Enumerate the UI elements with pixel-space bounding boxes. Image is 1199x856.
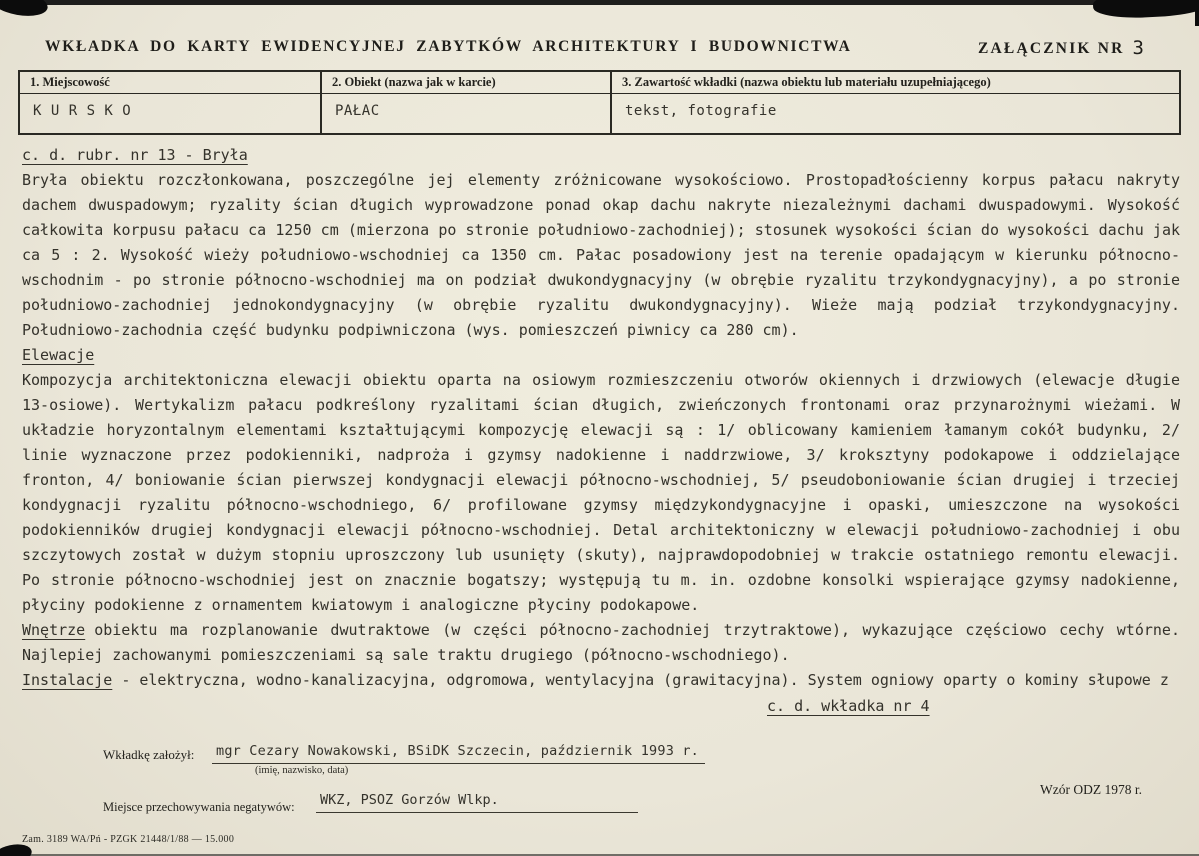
- section-bryla-headline: [22, 143, 1180, 168]
- section-wnetrze-heading: Wnętrze: [22, 621, 86, 639]
- info-cell-zawartosc: [612, 72, 1179, 133]
- info-table: [18, 70, 1181, 135]
- section-elewacje-heading: Elewacje: [22, 346, 95, 364]
- document-title: WKŁADKA DO KARTY EWIDENCYJNEJ ZABYTKÓW ARCHITEKTURY I BUDOWNICTWA: [45, 38, 852, 55]
- info-value-zawartosc: tekst, fotografie: [625, 103, 777, 119]
- section-bryla: [22, 143, 1180, 343]
- info-label-obiekt: 2. Obiekt (nazwa jak w karcie): [322, 72, 610, 94]
- continuation-note: [22, 694, 1180, 719]
- form-code: Wzór ODZ 1978 r.: [1040, 782, 1142, 797]
- info-label-miejscowosc: 1. Miejscowość: [20, 72, 320, 94]
- scan-artifact-right-edge: [1195, 0, 1199, 26]
- attachment-prefix: ZAŁĄCZNIK NR: [978, 40, 1125, 57]
- scan-artifact-top-right: [1092, 0, 1199, 20]
- negatives-value: WKZ, PSOZ Gorzów Wlkp.: [316, 792, 638, 813]
- scan-artifact-top-left: [0, 0, 50, 20]
- scan-artifact-top-edge: [0, 0, 1199, 5]
- attachment-label: [978, 36, 1146, 58]
- section-instalacje-text: - elektryczna, wodno-kanalizacyjna, odgromowa, wentylacyjna (grawitacyjna). System ogniowy oparty o kominy słupowe z: [121, 671, 1169, 689]
- negatives-label: Miejsce przechowywania negatywów:: [103, 800, 295, 814]
- section-wnetrze: [22, 618, 1180, 668]
- document-body: [22, 143, 1180, 719]
- section-instalacje-heading: Instalacje: [22, 671, 113, 689]
- attachment-number: 3: [1132, 37, 1147, 59]
- section-elewacje-headline: [22, 343, 1180, 368]
- info-value-miejscowosc: K U R S K O: [33, 103, 132, 119]
- section-elewacje: [22, 343, 1180, 618]
- founder-value: mgr Cezary Nowakowski, BSiDK Szczecin, październik 1993 r.: [212, 743, 705, 764]
- founder-label: Wkładkę założył:: [103, 747, 195, 762]
- section-elewacje-text: Kompozycja architektoniczna elewacji obiektu oparta na osiowym rozmieszczeniu otworów okiennych i drzwiowych (elewacje długie 13-osiowe). Wertykalizm pałacu podkreślony ryzalitami ścian długich, zwieńczonych frontonami oraz przynarożnymi wieżami. W układzie horyzontalnym elementami kształtującymi kompozycję elewacji są : 1/ oblicowany kamieniem łamanym cokół budynku, 2/ linie wyznaczone przez podokienniki, nadproża i gzymsy nadokienne i naddrzwiowe, 3/ kroksztyny podokapowe i oddzielające fronton, 4/ boniowanie ścian pierwszej kondygnacji elewacji północno-wschodniej, 5/ pseudoboniowanie ścian drugiej i trzeciej kondygnacji ryzalitu północno-wschodniego, 6/ profilowane gzymsy międzykondygnacyjne i opaski, umieszczone na wysokości podokienników drugiej kondygnacji elewacji północno-wschodniej. Detal architektoniczny w elewacji południowo-zachodniej i obu szczytowych został w dużym stopniu uproszczony lub usunięty (skuty), najprawdopodobniej w trakcie ostatniego remontu elewacji. Po stronie północno-wschodniej jest on znacznie bogatszy; występują tu m. in. ozdobne konsolki wspierające gzymsy nadokienne, płyciny podokienne z ornamentem kwiatowym i analogiczne płyciny podokapowe.: [22, 371, 1180, 614]
- section-bryla-text: Bryła obiektu rozczłonkowana, poszczególne jej elementy zróżnicowane wysokościowo. Prostopadłościenny korpus pałacu nakryty dachem dwuspadowym; ryzality ścian długich wyprowadzone ponad okap dachu nakryte niezależnymi dachami dwuspadowymi. Wysokość całkowita korpusu pałacu ca 1250 cm (mierzona po stronie południowo-zachodniej); stosunek wysokości ścian do wysokości dachu jak ca 5 : 2. Wysokość wieży południowo-wschodniej ca 1350 cm. Pałac posadowiony jest na terenie opadającym w kierunku północno-wschodnim - po stronie północno-wschodniej ma on podział dwukondygnacyjny (w obrębie ryzalitu trzykondygnacyjny), a po stronie południowo-zachodniej jednokondygnacyjny (w obrębie ryzalitu dwukondygnacyjny). Wieże mają podział trzykondygnacyjny. Południowo-zachodnia część budynku podpiwniczona (wys. pomieszczeń piwnicy ca 280 cm).: [22, 171, 1180, 339]
- info-label-zawartosc: 3. Zawartość wkładki (nazwa obiektu lub materiału uzupełniającego): [612, 72, 1179, 94]
- info-cell-obiekt: [322, 72, 612, 133]
- info-cell-miejscowosc: [20, 72, 322, 133]
- continuation-text: c. d. wkładka nr 4: [767, 697, 930, 715]
- info-value-obiekt: PAŁAC: [335, 103, 380, 119]
- founder-hint: (imię, nazwisko, data): [255, 765, 349, 776]
- print-code: Zam. 3189 WA/Pń - PZGK 21448/1/88 — 15.000: [22, 834, 235, 845]
- section-bryla-heading: c. d. rubr. nr 13 - Bryła: [22, 146, 248, 164]
- section-wnetrze-text: obiektu ma rozplanowanie dwutraktowe (w części północno-zachodniej trzytraktowe), wykazujące częściowo cechy wtórne. Najlepiej zachowanymi pomieszczeniami są sale traktu drugiego (północno-wschodniego).: [22, 621, 1180, 664]
- section-instalacje: [22, 668, 1180, 693]
